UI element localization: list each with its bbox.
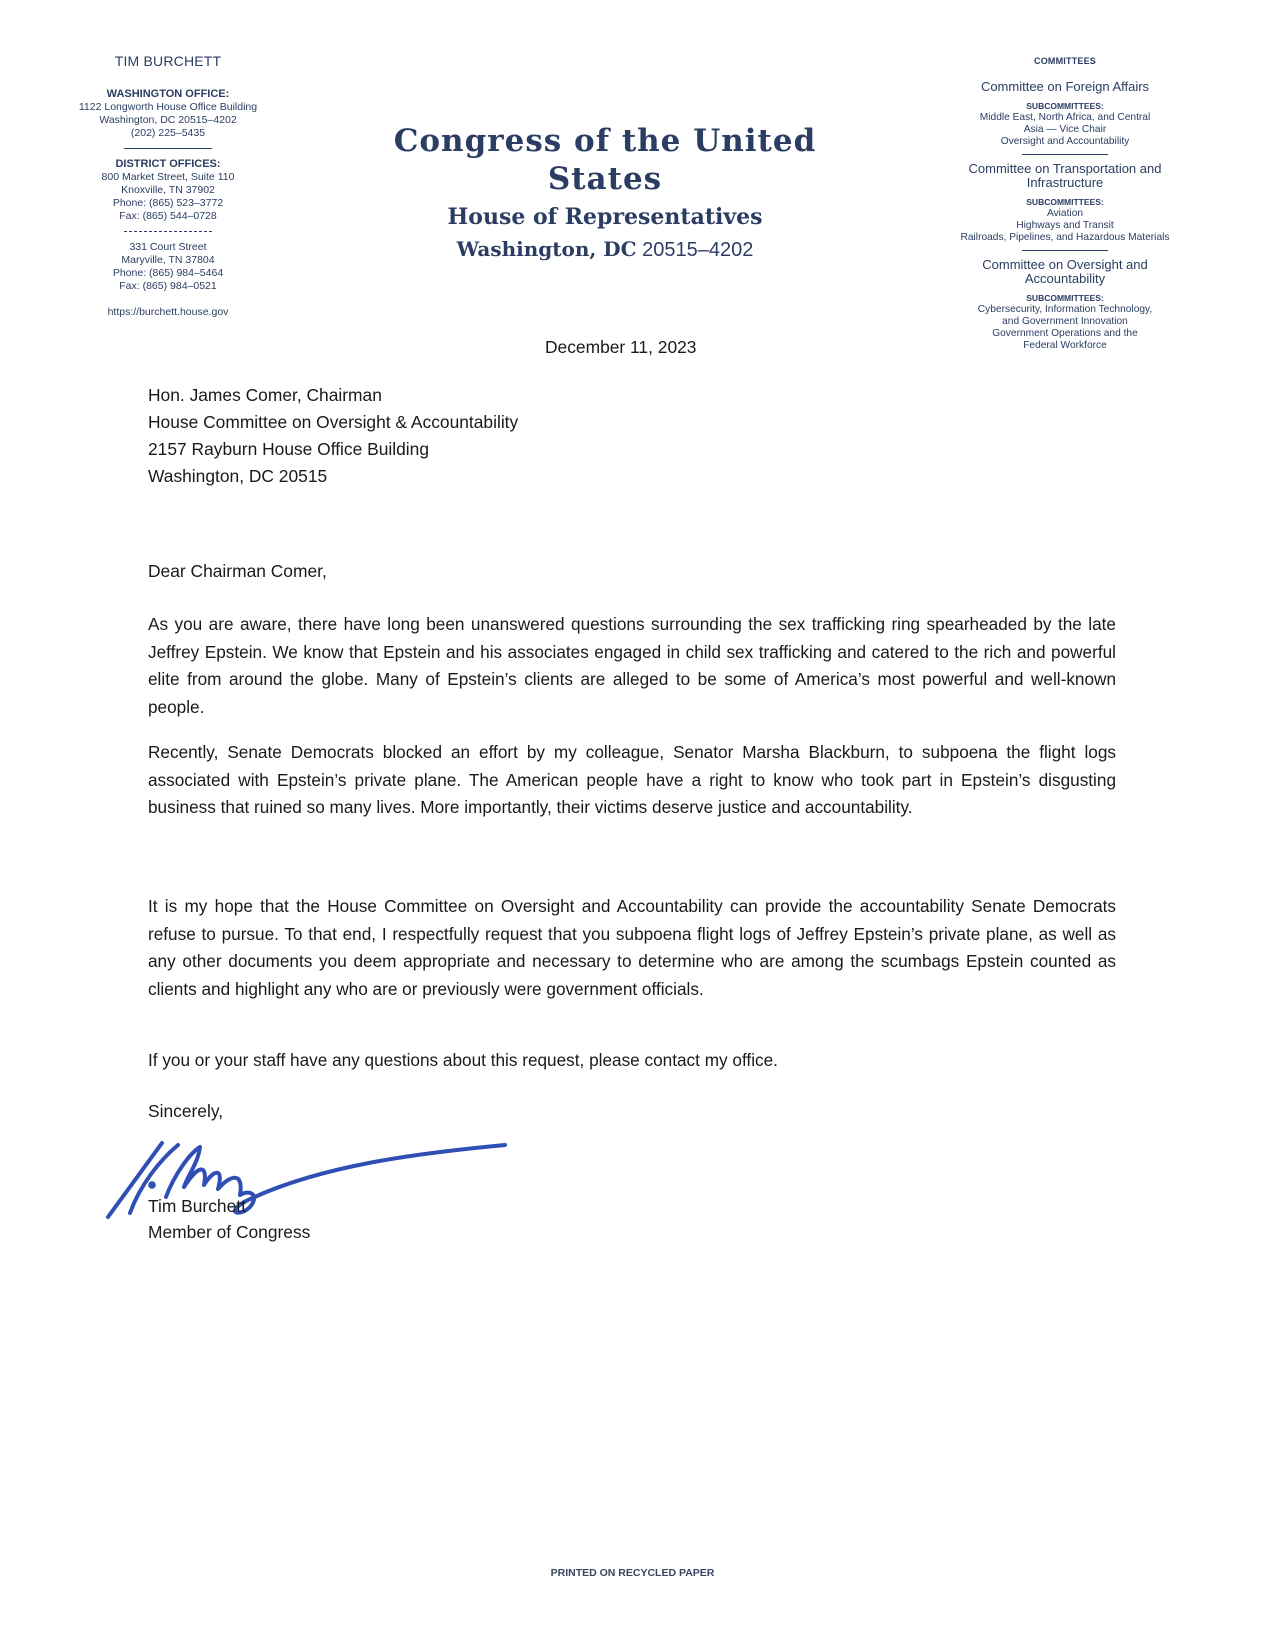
divider bbox=[124, 148, 212, 149]
letterhead-title bbox=[340, 122, 870, 264]
recipient-building: 2157 Rayburn House Office Building bbox=[148, 439, 430, 459]
washington-office-address: 1122 Longworth House Office Building bbox=[78, 101, 258, 113]
washington-office-city: Washington, DC 20515–4202 bbox=[99, 114, 237, 126]
letterhead-offices bbox=[48, 53, 288, 318]
subcommittee: and Government Innovation bbox=[1002, 316, 1128, 327]
district-offices-heading: DISTRICT OFFICES: bbox=[115, 158, 221, 170]
salutation: Dear Chairman Comer, bbox=[148, 561, 327, 581]
subcommittee: Railroads, Pipelines, and Hazardous Materials bbox=[960, 232, 1170, 243]
house-title: House of Representatives bbox=[447, 204, 763, 230]
maryville-office-address: 331 Court Street bbox=[129, 241, 207, 253]
recipient-address bbox=[148, 382, 518, 490]
maryville-office-phone: Phone: (865) 984–5464 bbox=[112, 267, 224, 279]
signer-name: Tim Burchett bbox=[148, 1196, 246, 1216]
subcommittee: Aviation bbox=[1046, 208, 1084, 219]
knoxville-office-fax: Fax: (865) 544–0728 bbox=[119, 210, 217, 222]
signer-title: Member of Congress bbox=[148, 1222, 311, 1242]
website-link[interactable]: https://burchett.house.gov bbox=[107, 306, 229, 318]
congress-title: Congress of the United States bbox=[393, 123, 817, 197]
subcommittees-heading: SUBCOMMITTEES: bbox=[1026, 293, 1104, 303]
subcommittee: Asia — Vice Chair bbox=[1023, 124, 1107, 135]
subcommittee: Highways and Transit bbox=[1016, 220, 1114, 231]
washington-office-heading: WASHINGTON OFFICE: bbox=[106, 88, 230, 100]
subcommittees-heading: SUBCOMMITTEES: bbox=[1026, 197, 1104, 207]
knoxville-office-phone: Phone: (865) 523–3772 bbox=[112, 197, 224, 209]
letterhead-committees bbox=[900, 56, 1230, 352]
recipient-name: Hon. James Comer, Chairman bbox=[148, 385, 382, 405]
paragraph: It is my hope that the House Committee on Oversight and Accountability can provide the accountability Senate Democrats refuse to pursue. To that end, I respectfully request that you subpoena flight logs of Jeffrey Epstein’s private plane, as well as any other documents you deem appropriate and necessary to determine who are among the scumbags Epstein counted as clients and highlight any who are or previously were government officials. bbox=[148, 896, 1116, 999]
maryville-office-fax: Fax: (865) 984–0521 bbox=[119, 280, 217, 292]
closing: Sincerely, bbox=[148, 1101, 224, 1121]
divider bbox=[124, 231, 212, 232]
paragraph: As you are aware, there have long been unanswered questions surrounding the sex trafficking ring spearheaded by the late Jeffrey Epstein. We know that Epstein and his associates engaged in child sex trafficking and catered to the rich and powerful elite from around the globe. Many of Epstein’s clients are alleged to be some of America’s most powerful and well-known people. bbox=[148, 614, 1116, 717]
subcommittee: Federal Workforce bbox=[1023, 340, 1107, 351]
paragraph: Recently, Senate Democrats blocked an effort by my colleague, Senator Marsha Blackburn, to subpoena the flight logs associated with Epstein’s private plane. The American people have a right to know who took part in Epstein’s disgusting business that ruined so many lives. More importantly, their victims deserve justice and accountability. bbox=[148, 742, 1116, 817]
divider bbox=[1022, 154, 1108, 155]
member-name: TIM BURCHETT bbox=[114, 53, 222, 69]
capitol-address bbox=[340, 235, 870, 264]
recycled-paper-footer: PRINTED ON RECYCLED PAPER bbox=[550, 1567, 715, 1579]
capitol-zip: 20515–4202 bbox=[636, 239, 754, 261]
divider bbox=[1022, 250, 1108, 251]
recipient-committee: House Committee on Oversight & Accountability bbox=[148, 412, 519, 432]
washington-office-phone: (202) 225–5435 bbox=[130, 127, 206, 139]
maryville-office-city: Maryville, TN 37804 bbox=[121, 254, 215, 266]
knoxville-office-city: Knoxville, TN 37902 bbox=[121, 184, 215, 196]
subcommittee: Cybersecurity, Information Technology, bbox=[977, 304, 1153, 315]
committee-foreign-affairs: Committee on Foreign Affairs bbox=[980, 79, 1150, 94]
subcommittee: Oversight and Accountability bbox=[1000, 136, 1130, 147]
subcommittee: Government Operations and the bbox=[992, 328, 1138, 339]
paragraph: If you or your staff have any questions about this request, please contact my office. bbox=[148, 1050, 778, 1070]
committee-transportation: Committee on Transportation and Infrastructure bbox=[968, 161, 1162, 190]
committees-heading: COMMITTEES bbox=[1034, 56, 1096, 66]
capitol-city: Washington, DC bbox=[456, 237, 637, 261]
letter-date: December 11, 2023 bbox=[545, 337, 697, 357]
subcommittees-heading: SUBCOMMITTEES: bbox=[1026, 101, 1104, 111]
recipient-city: Washington, DC 20515 bbox=[148, 466, 328, 486]
knoxville-office-address: 800 Market Street, Suite 110 bbox=[101, 171, 235, 183]
subcommittee: Middle East, North Africa, and Central bbox=[979, 112, 1151, 123]
committee-oversight: Committee on Oversight and Accountability bbox=[982, 257, 1148, 286]
